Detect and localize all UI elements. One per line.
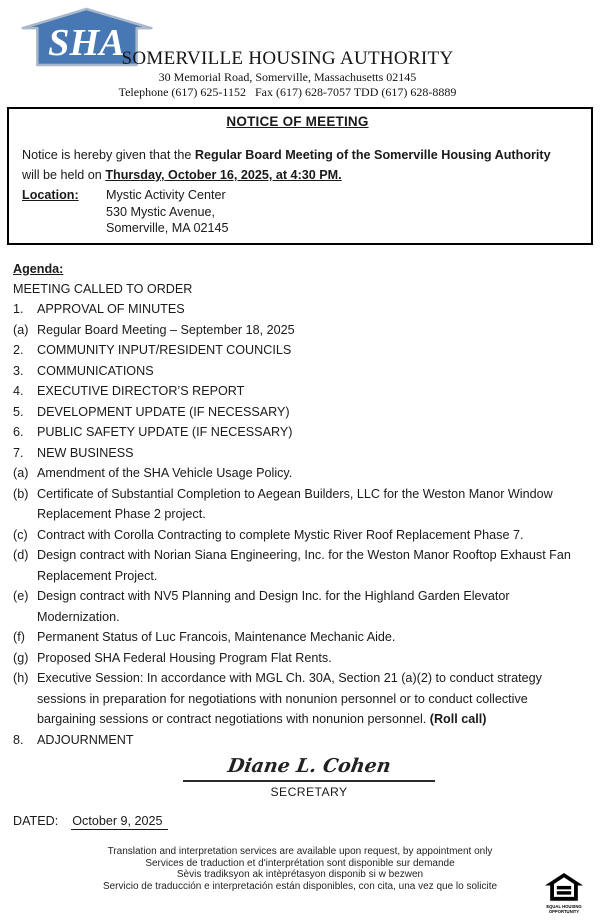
agenda-item-marker: 2. bbox=[13, 343, 24, 357]
agenda-item-marker: (d) bbox=[13, 548, 29, 562]
agenda-item bbox=[13, 463, 585, 484]
agenda-item-marker: 6. bbox=[13, 425, 24, 439]
agenda-item-marker: (g) bbox=[13, 650, 29, 665]
eho-equals-bar bbox=[557, 886, 571, 889]
agenda-item-text: Regular Board Meeting – September 18, 2025 bbox=[37, 322, 295, 337]
agenda-item-marker: 1. bbox=[13, 302, 24, 316]
notice-intro-cont: will be held on bbox=[22, 168, 106, 182]
org-address: 30 Memorial Road, Somerville, Massachusetts 02145 bbox=[158, 70, 417, 84]
translation-line-es: Servicio de traducción e interpretación están disponibles, con cita, una vez que lo solicite bbox=[102, 880, 498, 892]
agenda-item bbox=[13, 402, 585, 423]
agenda-item-text: ADJOURNMENT bbox=[37, 732, 134, 747]
agenda-item-marker: (c) bbox=[13, 527, 28, 542]
signature-title: SECRETARY bbox=[270, 785, 348, 799]
agenda-item bbox=[13, 381, 585, 402]
letterhead bbox=[0, 0, 600, 101]
signature-line bbox=[183, 755, 435, 782]
agenda-item bbox=[13, 299, 585, 320]
signature-name: Diane L. Cohen bbox=[225, 755, 393, 777]
agenda-item-marker: (e) bbox=[13, 589, 29, 603]
agenda-item bbox=[13, 443, 585, 464]
notice-intro-bold: Regular Board Meeting of the Somerville Housing Authority bbox=[194, 148, 551, 162]
location-street: 530 Mystic Avenue, bbox=[106, 204, 215, 219]
notice-intro bbox=[22, 145, 581, 185]
equal-housing-opportunity-logo bbox=[543, 872, 585, 920]
agenda-item-marker: 7. bbox=[13, 445, 24, 460]
agenda-item bbox=[13, 545, 585, 586]
agenda-item bbox=[13, 648, 585, 669]
agenda-item bbox=[13, 627, 585, 648]
eho-label-line1: EQUAL HOUSING bbox=[546, 903, 582, 909]
dated-date: October 9, 2025 bbox=[71, 814, 167, 830]
agenda-item-text: Executive Session: In accordance with MGL Ch. 30A, Section 21 (a)(2) to conduct strategy sessions in preparation for negotiations with nonunion personnel or to conduct collective bargaining sessions or contract negotiations with nonunion personnel. bbox=[37, 671, 542, 726]
agenda-item-text: Amendment of the SHA Vehicle Usage Policy. bbox=[37, 466, 293, 480]
agenda-item-text: APPROVAL OF MINUTES bbox=[37, 302, 185, 316]
translation-notices bbox=[0, 846, 600, 892]
agenda-item-text: EXECUTIVE DIRECTOR’S REPORT bbox=[37, 384, 245, 398]
agenda-item bbox=[13, 320, 585, 341]
location-row bbox=[22, 187, 581, 237]
agenda-item-text: Design contract with NV5 Planning and Design Inc. for the Highland Garden Elevator Modernization. bbox=[37, 589, 510, 624]
sha-logo-text: SHA bbox=[48, 22, 125, 65]
location-lines bbox=[106, 187, 229, 237]
agenda-item-text: Certificate of Substantial Completion to Aegean Builders, LLC for the Weston Manor Window Replacement Phase 2 project. bbox=[37, 486, 553, 521]
translation-line-fr: Services de traduction et d'interprétation sont disponible sur demande bbox=[145, 857, 455, 869]
roll-call-note: (Roll call) bbox=[429, 712, 487, 726]
agenda-heading: Agenda: bbox=[13, 261, 64, 276]
notice-of-meeting-box bbox=[7, 107, 593, 245]
eho-equals-bar bbox=[557, 891, 571, 894]
dated-row bbox=[13, 814, 600, 828]
agenda-item bbox=[13, 340, 585, 361]
translation-line-en: Translation and interpretation services are available upon request, by appointment only bbox=[107, 846, 493, 857]
agenda-item-marker: (b) bbox=[13, 486, 29, 501]
agenda-item bbox=[13, 730, 585, 751]
agenda-item-marker: 8. bbox=[13, 732, 24, 747]
dated-label: DATED: bbox=[13, 814, 59, 828]
agenda-item-text: Proposed SHA Federal Housing Program Flat Rents. bbox=[37, 650, 332, 665]
translation-line-ht: Sèvis tradiksyon ak intèprétasyon disponib si w bezwen bbox=[176, 869, 424, 881]
eho-label-line2: OPPORTUNITY bbox=[548, 909, 580, 915]
agenda-item-marker: 5. bbox=[13, 404, 24, 419]
agenda-item-text: PUBLIC SAFETY UPDATE (IF NECESSARY) bbox=[37, 425, 293, 439]
notice-title: NOTICE OF MEETING bbox=[226, 114, 369, 129]
agenda-item-text: DEVELOPMENT UPDATE (IF NECESSARY) bbox=[37, 404, 290, 419]
org-contact: Telephone (617) 625-1152 Fax (617) 628-7057 TDD (617) 628-8889 bbox=[118, 85, 457, 99]
agenda-item bbox=[13, 361, 585, 382]
agenda-item-marker: 4. bbox=[13, 384, 24, 398]
agenda-item-marker: (a) bbox=[13, 322, 29, 337]
agenda-item-text: COMMUNITY INPUT/RESIDENT COUNCILS bbox=[37, 343, 292, 357]
location-label: Location: bbox=[22, 188, 79, 202]
agenda-opening: MEETING CALLED TO ORDER bbox=[13, 281, 193, 296]
agenda-item-text: Design contract with Norian Siana Engineering, Inc. for the Weston Manor Rooftop Exhaust Fan Replacement Project. bbox=[37, 548, 571, 583]
org-name: SOMERVILLE HOUSING AUTHORITY bbox=[121, 48, 454, 69]
agenda-item bbox=[13, 422, 585, 443]
agenda-item-marker: (f) bbox=[13, 630, 25, 644]
agenda-item-text: Permanent Status of Luc Francois, Maintenance Mechanic Aide. bbox=[37, 630, 396, 644]
agenda-item-text: Contract with Corolla Contracting to complete Mystic River Roof Replacement Phase 7. bbox=[37, 527, 524, 542]
agenda-item bbox=[13, 586, 585, 627]
location-name: Mystic Activity Center bbox=[106, 188, 226, 202]
agenda-item bbox=[13, 668, 585, 730]
meeting-datetime: Thursday, October 16, 2025, at 4:30 PM. bbox=[105, 168, 342, 182]
notice-intro-plain: Notice is hereby given that the bbox=[22, 148, 195, 162]
location-city: Somerville, MA 02145 bbox=[106, 221, 229, 235]
agenda-section bbox=[13, 259, 585, 751]
agenda-item-marker: (a) bbox=[13, 466, 29, 480]
agenda-item-marker: (h) bbox=[13, 671, 29, 685]
agenda-item-text: NEW BUSINESS bbox=[37, 445, 134, 460]
agenda-item bbox=[13, 484, 585, 525]
signature-block bbox=[183, 755, 435, 799]
agenda-item-text: COMMUNICATIONS bbox=[37, 363, 154, 378]
agenda-item-marker: 3. bbox=[13, 363, 24, 378]
agenda-item bbox=[13, 525, 585, 546]
